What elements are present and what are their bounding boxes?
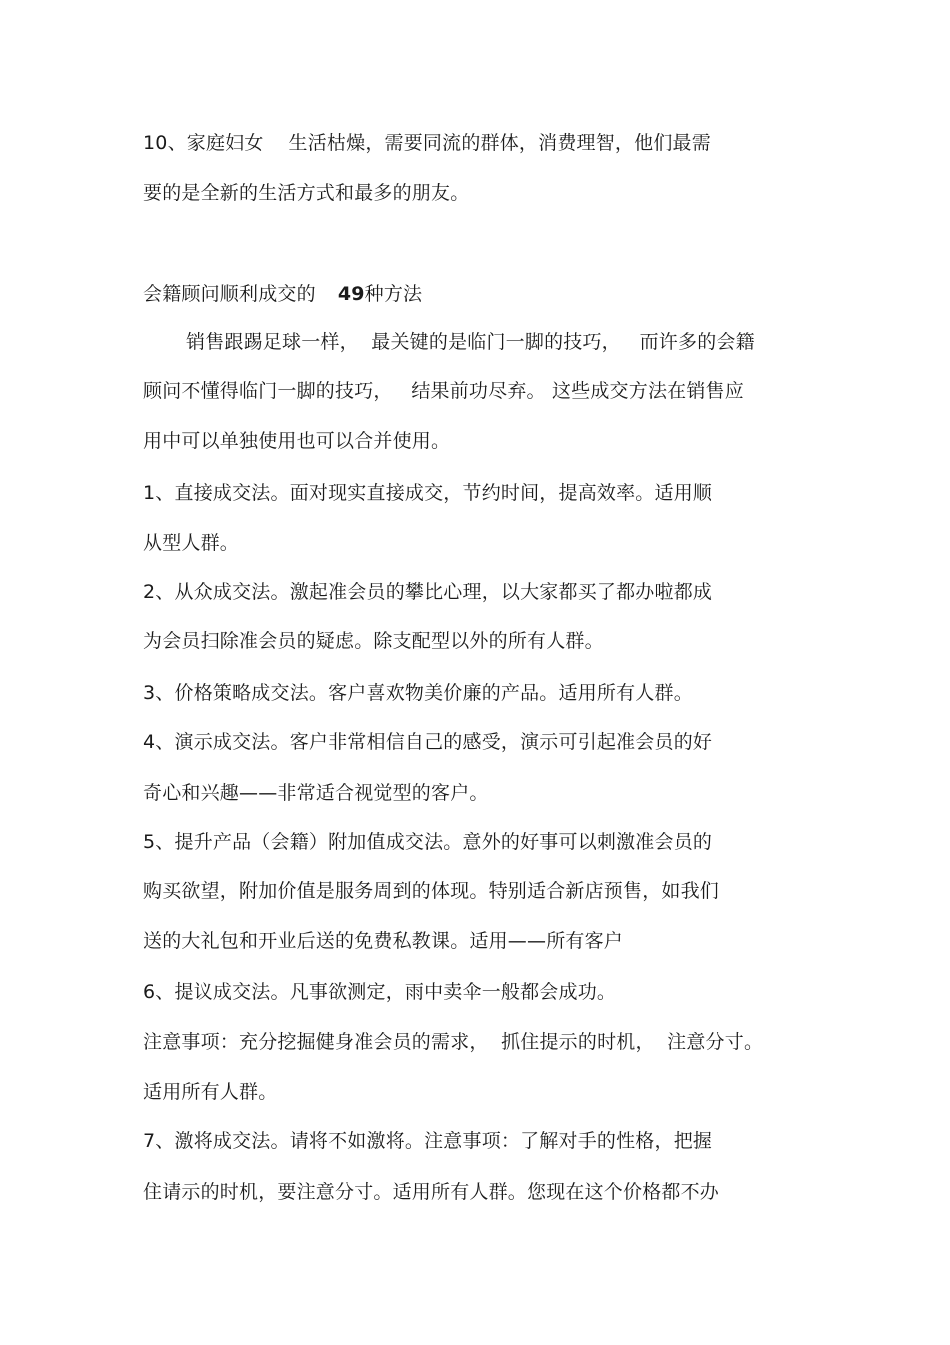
body-line-18: 住请示的时机，要注意分寸。适用所有人群。您现在这个价格都不办 (143, 1181, 720, 1203)
body-line-12: 购买欲望，附加价值是服务周到的体现。特别适合新店预售，如我们 (143, 880, 720, 902)
section-title-prefix: 会籍顾问顺利成交的 (143, 283, 316, 305)
body-line-5: 从型人群。 (143, 532, 240, 554)
body-line-11: 5、提升产品（会籍）附加值成交法。意外的好事可以刺激准会员的 (143, 831, 713, 853)
body-line-9: 4、演示成交法。客户非常相信自己的感受，演示可引起准会员的好 (143, 731, 713, 753)
section-title-number: 49 (337, 283, 365, 305)
intro-line-2: 要的是全新的生活方式和最多的朋友。 (143, 182, 470, 204)
body-line-6: 2、从众成交法。激起准会员的攀比心理，以大家都买了都办啦都成 (143, 581, 713, 603)
body-line-16: 适用所有人群。 (143, 1081, 278, 1103)
body-line-4: 1、直接成交法。面对现实直接成交，节约时间，提高效率。适用顺 (143, 482, 713, 504)
body-line-8: 3、价格策略成交法。客户喜欢物美价廉的产品。适用所有人群。 (143, 682, 693, 704)
body-line-13: 送的大礼包和开业后送的免费私教课。适用——所有客户 (143, 930, 624, 952)
body-line-15: 注意事项：充分挖掘健身准会员的需求， 抓住提示的时机， 注意分寸。 (143, 1031, 764, 1053)
body-line-17: 7、激将成交法。请将不如激将。注意事项：了解对手的性格，把握 (143, 1130, 713, 1152)
body-line-1: 销售跟踢足球一样， 最关键的是临门一脚的技巧， 而许多的会籍 (186, 331, 755, 353)
body-line-2: 顾问不懂得临门一脚的技巧， 结果前功尽弃。 这些成交方法在销售应 (143, 380, 744, 402)
section-title-suffix: 种方法 (364, 283, 423, 305)
body-line-7: 为会员扫除准会员的疑虑。除支配型以外的所有人群。 (143, 630, 604, 652)
body-line-10: 奇心和兴趣——非常适合视觉型的客户。 (143, 782, 489, 804)
intro-line-1: 10、家庭妇女 生活枯燥，需要同流的群体，消费理智，他们最需 (143, 132, 711, 154)
body-line-14: 6、提议成交法。凡事欲测定，雨中卖伞一般都会成功。 (143, 981, 617, 1003)
section-title (143, 282, 422, 306)
body-line-3: 用中可以单独使用也可以合并使用。 (143, 430, 451, 452)
